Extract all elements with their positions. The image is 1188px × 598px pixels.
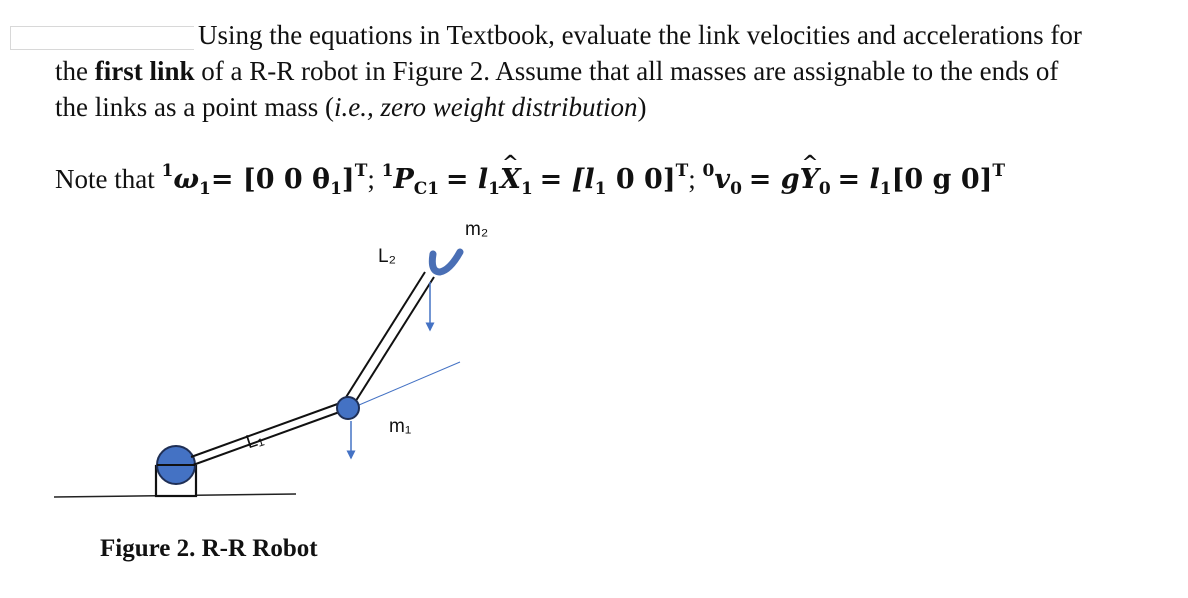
problem-line-3-pre: the links as a point mass ( [55, 92, 334, 122]
v-equals-g: = g [748, 164, 800, 195]
problem-line-2-pre: the [55, 56, 95, 86]
gripper-icon [432, 252, 460, 272]
p-value-tail: 0 0] [606, 164, 676, 195]
theta-subscript: 1 [330, 179, 342, 199]
base-joint [156, 446, 196, 496]
p-symbol: P [393, 164, 414, 195]
elbow-joint [337, 397, 359, 419]
x-hat: ^ X [500, 162, 521, 198]
omega-symbol: ω [173, 164, 200, 195]
omega-transpose: T [354, 161, 368, 181]
problem-line-1: Using the equations in Textbook, evaluate the link velocities and accelerations for [198, 20, 1082, 50]
v-value: = l [837, 164, 880, 195]
omega-subscript: 1 [199, 179, 211, 199]
reference-axis-line [352, 362, 460, 408]
v-value-tail: [0 g 0] [891, 164, 993, 195]
problem-line-2-post: of a R-R robot in Figure 2. Assume that all masses are assignable to the ends of [194, 56, 1059, 86]
x-subscript: 1 [520, 179, 533, 199]
label-l1: L₁ [243, 428, 267, 454]
omega-superscript: 1 [161, 161, 174, 181]
p-subscript: C1 [413, 179, 440, 199]
p-value: = [l [539, 164, 595, 195]
note-prefix: Note that [55, 164, 162, 194]
p-superscript: 1 [381, 161, 394, 181]
label-m1: m₁ [389, 416, 412, 437]
l-subscript: 1 [488, 179, 501, 199]
v-subscript: 0 [730, 179, 742, 199]
label-m2: m₂ [465, 219, 489, 240]
problem-line-3-italic: i.e., zero weight distribution [333, 92, 638, 122]
y-hat: ^ Y [800, 162, 819, 198]
figure-caption: Figure 2. R-R Robot [100, 535, 318, 562]
problem-line-2-bold: first link [94, 56, 195, 86]
problem-line-3-post: ) [637, 92, 647, 122]
omega-value: = [0 0 θ [210, 164, 331, 195]
v-superscript: 0 [702, 161, 715, 181]
link-2 [343, 272, 434, 407]
p-equals-l: = l [445, 164, 489, 195]
label-l2: L₂ [378, 246, 396, 267]
v-symbol: v [714, 164, 731, 195]
y-subscript: 0 [818, 179, 831, 199]
link-1 [191, 402, 345, 465]
note-equations: Note that $^1\omega_1= [0$ 0 $\theta_1]^T$; $^1P_{C1}$ = $l_1\^{}$ $X_1 = [l_1$ 0 0]$^T$; $^0v_0$ = g^ $Y_0 = l_1[0$ g 0]$^T$ [55, 153, 1005, 207]
